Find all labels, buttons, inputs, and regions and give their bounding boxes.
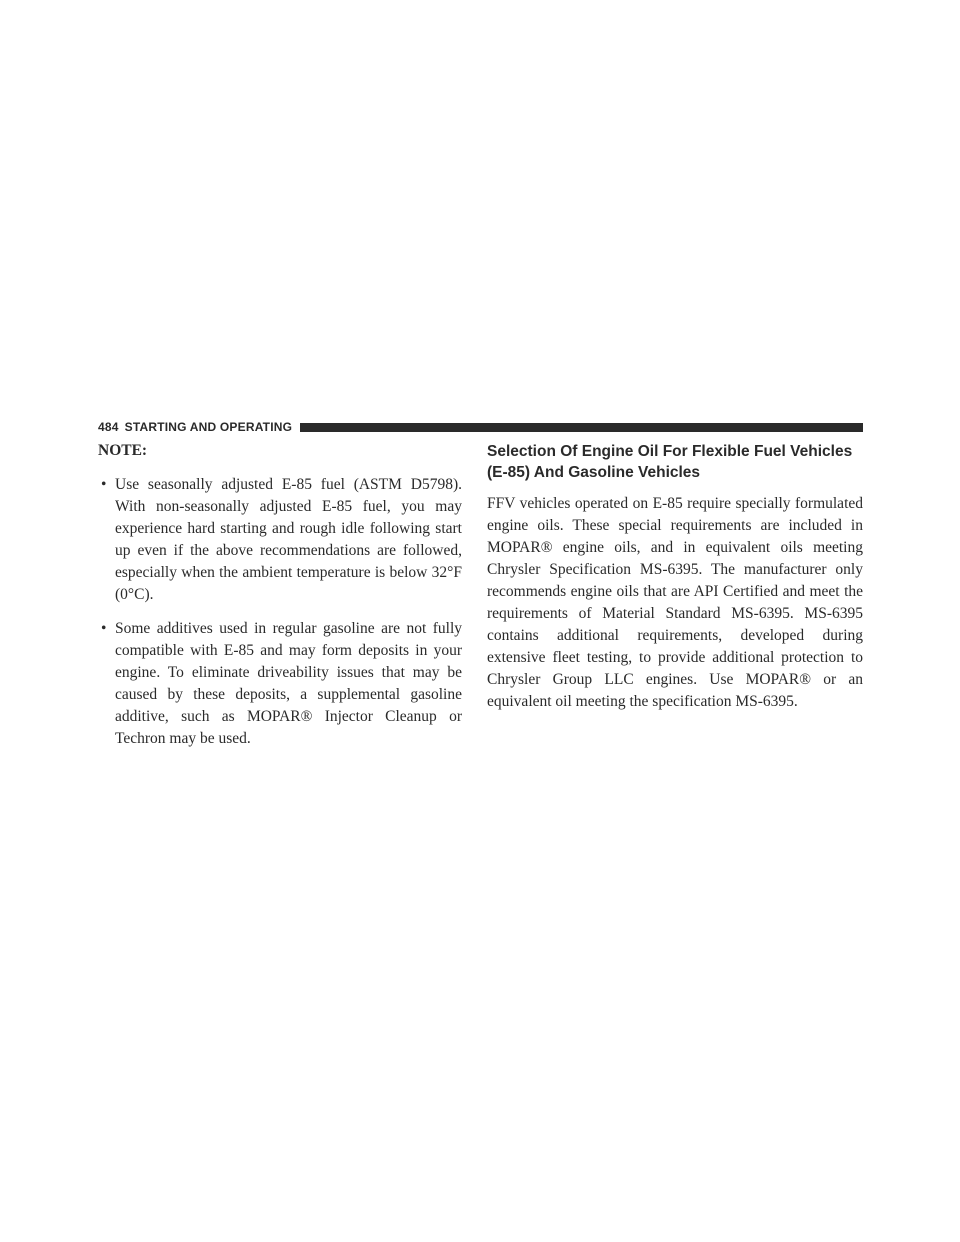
note-title: NOTE:: [98, 442, 148, 459]
bullet-text: Use seasonally adjusted E-85 fuel (ASTM D5798). With non-seasonally adjusted E-85 fuel, you may experience hard starting and rough idle following start up even if the above recommendations are followed, especially when the ambient temperature is below 32°F (0°C).: [115, 476, 462, 603]
section-heading: Selection Of Engine Oil For Flexible Fuel Vehicles (E-85) And Gasoline Vehicles: [487, 443, 853, 481]
right-column: [487, 440, 863, 713]
note-bullet-item: [98, 474, 462, 606]
header-rule: [300, 423, 863, 432]
bullet-text: Some additives used in regular gasoline are not fully compatible with E-85 and may form deposits in your engine. To eliminate driveability issues that may be caused by these deposits, a supplemental gasoline additive, such as MOPAR® Injector Cleanup or Techron may be used.: [115, 620, 462, 747]
bullet-icon: •: [101, 476, 107, 493]
left-column: [98, 440, 462, 762]
section-title: STARTING AND OPERATING: [124, 420, 293, 434]
note-bullet-list: [98, 474, 462, 750]
body-paragraph: FFV vehicles operated on E-85 require specially formulated engine oils. These special requirements are included in MOPAR® engine oils, and in equivalent oils meeting Chrysler Specification MS-6395. The manufacturer only recommends engine oils that are API Certified and meet the requirements of Material Standard MS-6395. MS-6395 contains additional requirements, developed during extensive fleet testing, to provide additional protection to Chrysler Group LLC engines. Use MOPAR® or an equivalent oil meeting the specification MS-6395.: [487, 495, 863, 710]
bullet-icon: •: [101, 620, 107, 637]
page-header: [98, 418, 863, 436]
page-number: 484: [98, 420, 119, 434]
note-bullet-item: [98, 618, 462, 750]
